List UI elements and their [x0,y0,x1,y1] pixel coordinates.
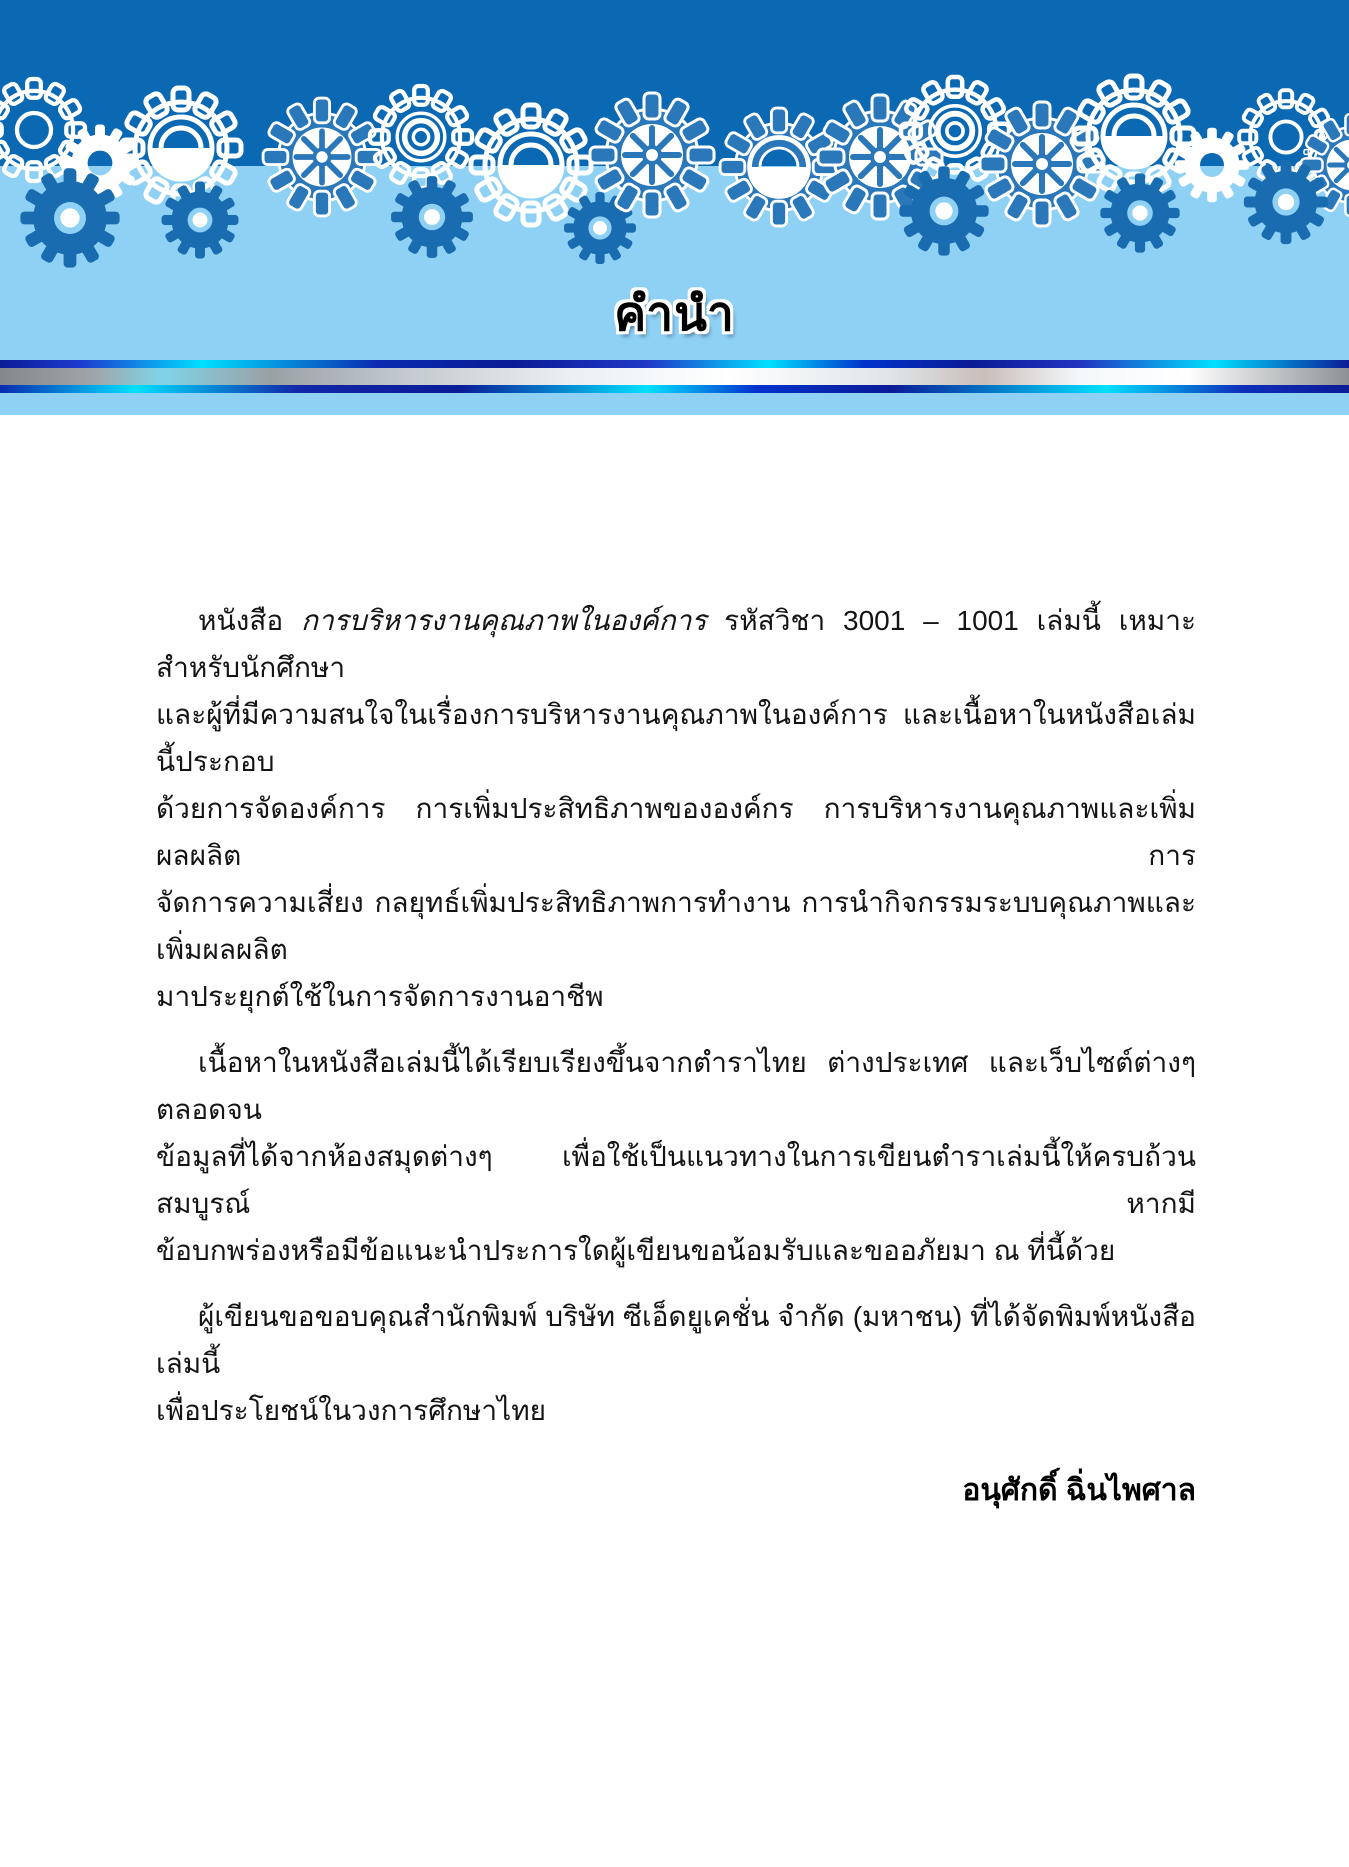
page-title: คำนำ [614,288,735,341]
text-line: ข้อบกพร่องหรือมีข้อแนะนำประการใดผู้เขียนขอน้อมรับและขออภัยมา ณ ที่นี้ด้วย [156,1235,1116,1266]
decorative-header [0,0,1349,415]
gear-icon [564,192,636,264]
gear-icon [899,166,988,255]
text-line: มาประยุกต์ใช้ในการจัดการงานอาชีพ [156,981,604,1012]
text-segment: รหัสวิชา 3001 – 1001 เล่มนี้ เหมาะสำหรับนักศึกษา [156,605,1196,683]
text-line: จัดการความเสี่ยง กลยุทธ์เพิ่มประสิทธิภาพการทำงาน การนำกิจกรรมระบบคุณภาพและเพิ่มผลผลิต [156,887,1196,965]
text-line: เพื่อประโยชน์ในวงการศึกษาไทย [156,1395,547,1426]
paragraph-1 [156,597,1196,1020]
metallic-divider [0,360,1349,393]
header-dark-band [0,0,1349,166]
text-line: ผู้เขียนขอขอบคุณสำนักพิมพ์ บริษัท ซีเอ็ดยูเคชั่น จำกัด (มหาชน) ที่ได้จัดพิมพ์หนังสือเล่มนี้ [156,1301,1196,1379]
text-segment: หนังสือ [198,605,301,636]
gear-icon [162,182,239,259]
gear-icon [391,176,473,258]
text-line: ด้วยการจัดองค์การ การเพิ่มประสิทธิภาพขององค์กร การบริหารงานคุณภาพและเพิ่มผลผลิต การ [156,793,1196,871]
paragraph-3 [156,1293,1196,1434]
gear-icon [1100,173,1179,252]
text-line: ข้อมูลที่ได้จากห้องสมุดต่างๆ เพื่อใช้เป็นแนวทางในการเขียนตำราเล่มนี้ให้ครบถ้วนสมบูรณ์ หากมี [156,1141,1196,1219]
book-title-italic: การบริหารงานคุณภาพในองค์การ [301,605,707,636]
text-line [156,597,1196,691]
gear-icon [1244,160,1328,244]
text-line: เนื้อหาในหนังสือเล่มนี้ได้เรียบเรียงขึ้นจากตำราไทย ต่างประเทศ และเว็บไซต์ต่างๆ ตลอดจน [156,1047,1196,1125]
text-line: และผู้ที่มีความสนใจในเรื่องการบริหารงานคุณภาพในองค์การ และเนื้อหาในหนังสือเล่มนี้ประกอบ [156,699,1196,777]
gear-icon [20,168,119,267]
paragraph-2 [156,1039,1196,1274]
preface-text [156,597,1196,1514]
author-signature: อนุศักดิ์ ฉิ่นไพศาล [962,1474,1196,1507]
